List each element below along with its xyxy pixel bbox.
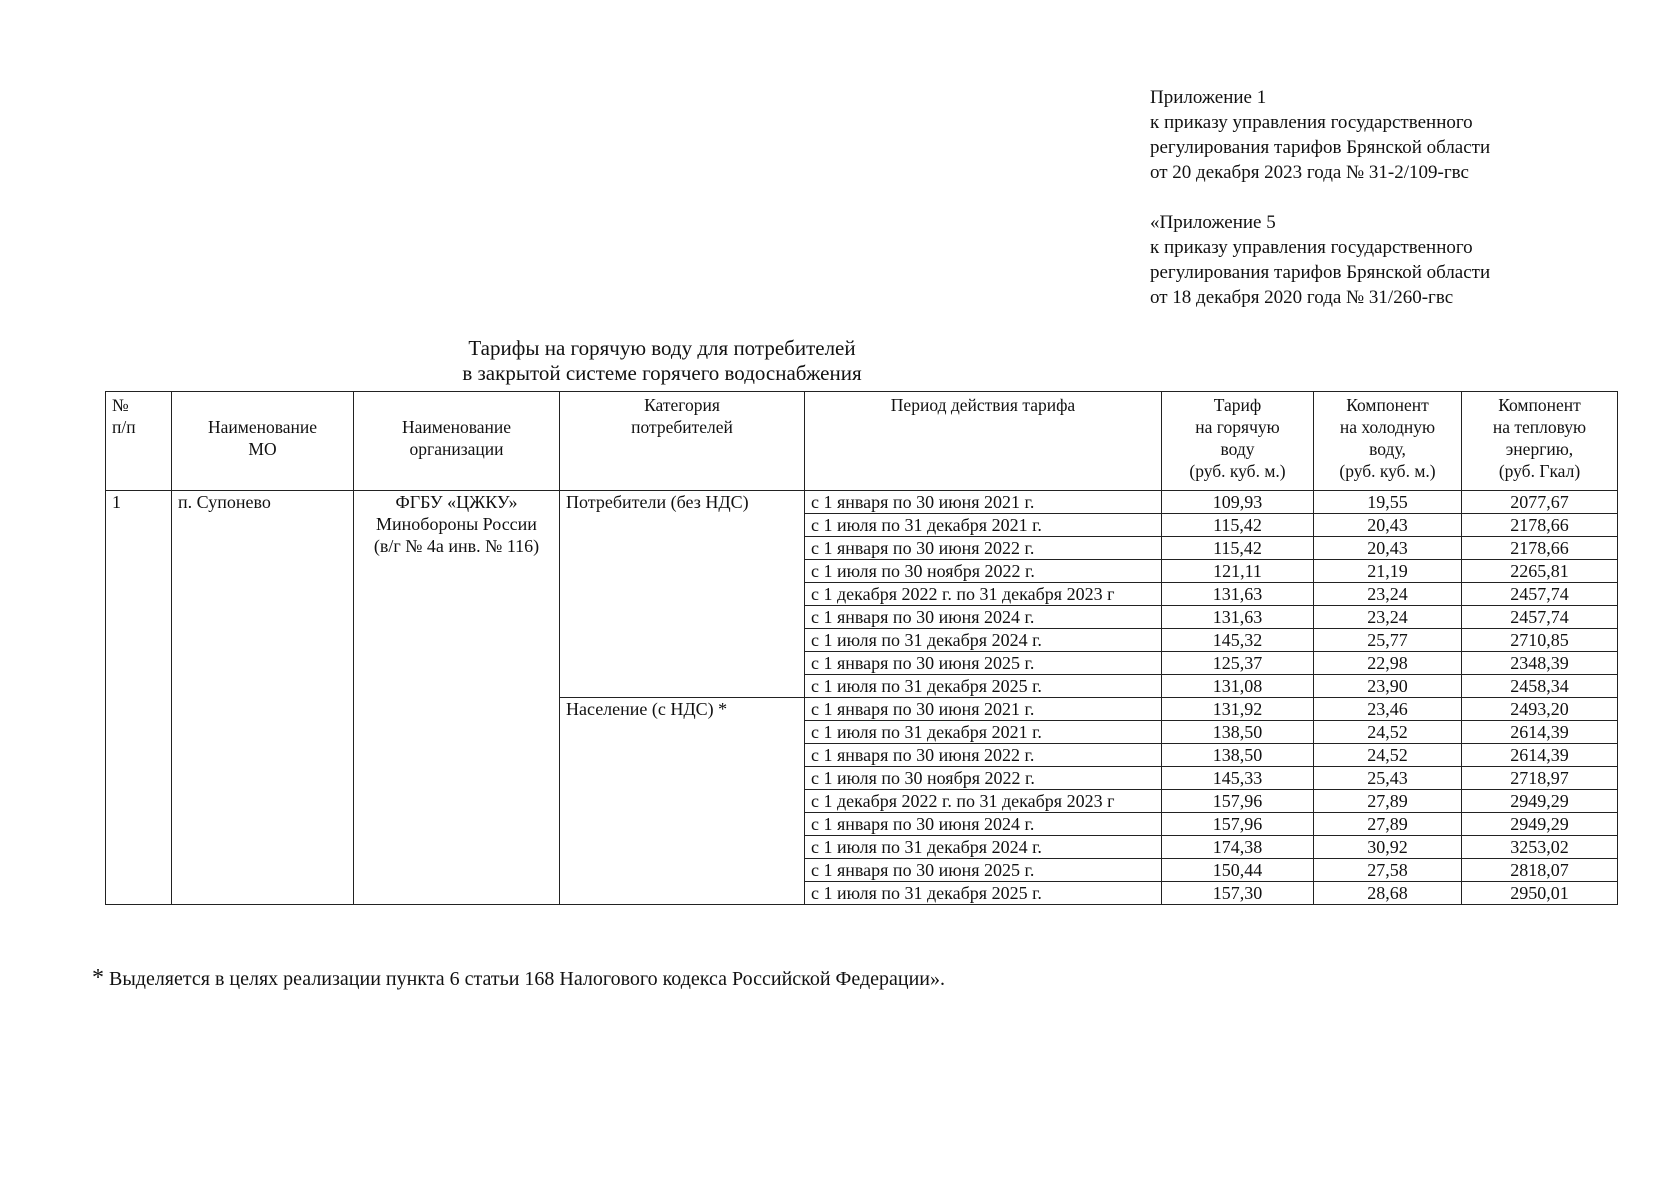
header-cold [1314, 392, 1462, 491]
header-org-text: Наименование организации [401, 417, 512, 459]
heat-component-cell: 2457,74 [1462, 583, 1618, 606]
header-period [805, 392, 1162, 491]
heat-component-cell: 2178,66 [1462, 537, 1618, 560]
cold-water-component-cell: 23,90 [1314, 675, 1462, 698]
header-mo [172, 392, 354, 491]
tariff-table-body [106, 491, 1618, 905]
header-no-text: № п/п [112, 395, 136, 437]
header-org [354, 392, 560, 491]
period-cell: с 1 января по 30 июня 2021 г. [805, 491, 1162, 514]
heat-component-cell: 2457,74 [1462, 606, 1618, 629]
tariff-cell: 131,92 [1162, 698, 1314, 721]
document-title-line-2: в закрытой системе горячего водоснабжения [462, 361, 862, 385]
document-title [100, 336, 1224, 386]
tariff-cell: 115,42 [1162, 537, 1314, 560]
tariff-cell: 138,50 [1162, 744, 1314, 767]
cold-water-component-cell: 27,89 [1314, 813, 1462, 836]
tariff-table [105, 391, 1618, 905]
annex-5-reference [1150, 210, 1630, 310]
cold-water-component-cell: 22,98 [1314, 652, 1462, 675]
organization-cell [354, 491, 560, 905]
heat-component-cell: 2949,29 [1462, 813, 1618, 836]
period-cell: с 1 июля по 31 декабря 2024 г. [805, 629, 1162, 652]
annex-1-reference [1150, 85, 1630, 185]
period-cell: с 1 июля по 31 декабря 2021 г. [805, 721, 1162, 744]
annex-line: «Приложение 5 [1150, 212, 1276, 233]
footnote [92, 966, 945, 991]
heat-component-cell: 2493,20 [1462, 698, 1618, 721]
period-cell: с 1 января по 30 июня 2025 г. [805, 652, 1162, 675]
cold-water-component-cell: 27,89 [1314, 790, 1462, 813]
heat-component-cell: 2265,81 [1462, 560, 1618, 583]
table-header-row [106, 392, 1618, 491]
document-title-line-1: Тарифы на горячую воду для потребителей [468, 336, 856, 360]
header-heat-text: Компонент на тепловую энергию, (руб. Гкал) [1492, 395, 1587, 481]
tariff-cell: 145,32 [1162, 629, 1314, 652]
tariff-cell: 157,30 [1162, 882, 1314, 905]
heat-component-cell: 3253,02 [1462, 836, 1618, 859]
heat-component-cell: 2458,34 [1462, 675, 1618, 698]
heat-component-cell: 2178,66 [1462, 514, 1618, 537]
organization-name: ФГБУ «ЦЖКУ» Минобороны России (в/г № 4а инв. № 116) [373, 492, 540, 556]
tariff-cell: 145,33 [1162, 767, 1314, 790]
tariff-cell: 131,08 [1162, 675, 1314, 698]
header-mo-text: Наименование МО [207, 417, 318, 459]
annex-line: регулирования тарифов Брянской области [1150, 137, 1491, 158]
cold-water-component-cell: 23,24 [1314, 583, 1462, 606]
row-number-cell: 1 [106, 491, 172, 905]
period-cell: с 1 января по 30 июня 2022 г. [805, 744, 1162, 767]
annex-line: к приказу управления государственного [1150, 237, 1473, 258]
cold-water-component-cell: 20,43 [1314, 514, 1462, 537]
table-row [106, 491, 1618, 514]
period-cell: с 1 января по 30 июня 2022 г. [805, 537, 1162, 560]
heat-component-cell: 2818,07 [1462, 859, 1618, 882]
heat-component-cell: 2348,39 [1462, 652, 1618, 675]
header-category [560, 392, 805, 491]
period-cell: с 1 июля по 30 ноября 2022 г. [805, 560, 1162, 583]
tariff-cell: 125,37 [1162, 652, 1314, 675]
cold-water-component-cell: 21,19 [1314, 560, 1462, 583]
tariff-cell: 174,38 [1162, 836, 1314, 859]
period-cell: с 1 декабря 2022 г. по 31 декабря 2023 г [805, 790, 1162, 813]
heat-component-cell: 2718,97 [1462, 767, 1618, 790]
header-cold-text: Компонент на холодную воду, (руб. куб. м.) [1339, 395, 1436, 481]
annex-line: регулирования тарифов Брянской области [1150, 262, 1491, 283]
header-tariff-text: Тариф на горячую воду (руб. куб. м.) [1189, 395, 1286, 481]
category-cell: Население (с НДС) * [560, 698, 805, 905]
cold-water-component-cell: 30,92 [1314, 836, 1462, 859]
tariff-cell: 157,96 [1162, 790, 1314, 813]
cold-water-component-cell: 19,55 [1314, 491, 1462, 514]
tariff-cell: 115,42 [1162, 514, 1314, 537]
category-cell: Потребители (без НДС) [560, 491, 805, 698]
period-cell: с 1 января по 30 июня 2024 г. [805, 606, 1162, 629]
tariff-cell: 150,44 [1162, 859, 1314, 882]
period-cell: с 1 января по 30 июня 2024 г. [805, 813, 1162, 836]
period-cell: с 1 июля по 30 ноября 2022 г. [805, 767, 1162, 790]
period-cell: с 1 июля по 31 декабря 2024 г. [805, 836, 1162, 859]
header-heat [1462, 392, 1618, 491]
cold-water-component-cell: 28,68 [1314, 882, 1462, 905]
cold-water-component-cell: 25,77 [1314, 629, 1462, 652]
heat-component-cell: 2710,85 [1462, 629, 1618, 652]
heat-component-cell: 2950,01 [1462, 882, 1618, 905]
annex-line: Приложение 1 [1150, 87, 1267, 108]
annex-line: к приказу управления государственного [1150, 112, 1473, 133]
municipality-cell: п. Супонево [172, 491, 354, 905]
cold-water-component-cell: 24,52 [1314, 721, 1462, 744]
cold-water-component-cell: 27,58 [1314, 859, 1462, 882]
period-cell: с 1 июля по 31 декабря 2025 г. [805, 882, 1162, 905]
tariff-cell: 121,11 [1162, 560, 1314, 583]
period-cell: с 1 января по 30 июня 2025 г. [805, 859, 1162, 882]
cold-water-component-cell: 23,46 [1314, 698, 1462, 721]
tariff-cell: 157,96 [1162, 813, 1314, 836]
cold-water-component-cell: 23,24 [1314, 606, 1462, 629]
heat-component-cell: 2614,39 [1462, 721, 1618, 744]
footnote-asterisk: * [92, 965, 104, 991]
annex-line: от 18 декабря 2020 года № 31/260-гвс [1150, 287, 1454, 308]
tariff-cell: 131,63 [1162, 606, 1314, 629]
tariff-cell: 138,50 [1162, 721, 1314, 744]
annex-line: от 20 декабря 2023 года № 31-2/109-гвс [1150, 162, 1469, 183]
header-category-text: Категория потребителей [631, 395, 733, 437]
cold-water-component-cell: 20,43 [1314, 537, 1462, 560]
cold-water-component-cell: 25,43 [1314, 767, 1462, 790]
period-cell: с 1 декабря 2022 г. по 31 декабря 2023 г [805, 583, 1162, 606]
footnote-text: Выделяется в целях реализации пункта 6 статьи 168 Налогового кодекса Российской Федерации». [109, 968, 946, 990]
header-no [106, 392, 172, 491]
tariff-cell: 131,63 [1162, 583, 1314, 606]
period-cell: с 1 июля по 31 декабря 2025 г. [805, 675, 1162, 698]
period-cell: с 1 января по 30 июня 2021 г. [805, 698, 1162, 721]
period-cell: с 1 июля по 31 декабря 2021 г. [805, 514, 1162, 537]
heat-component-cell: 2949,29 [1462, 790, 1618, 813]
tariff-cell: 109,93 [1162, 491, 1314, 514]
heat-component-cell: 2077,67 [1462, 491, 1618, 514]
heat-component-cell: 2614,39 [1462, 744, 1618, 767]
cold-water-component-cell: 24,52 [1314, 744, 1462, 767]
header-tariff [1162, 392, 1314, 491]
header-period-text: Период действия тарифа [890, 395, 1076, 415]
